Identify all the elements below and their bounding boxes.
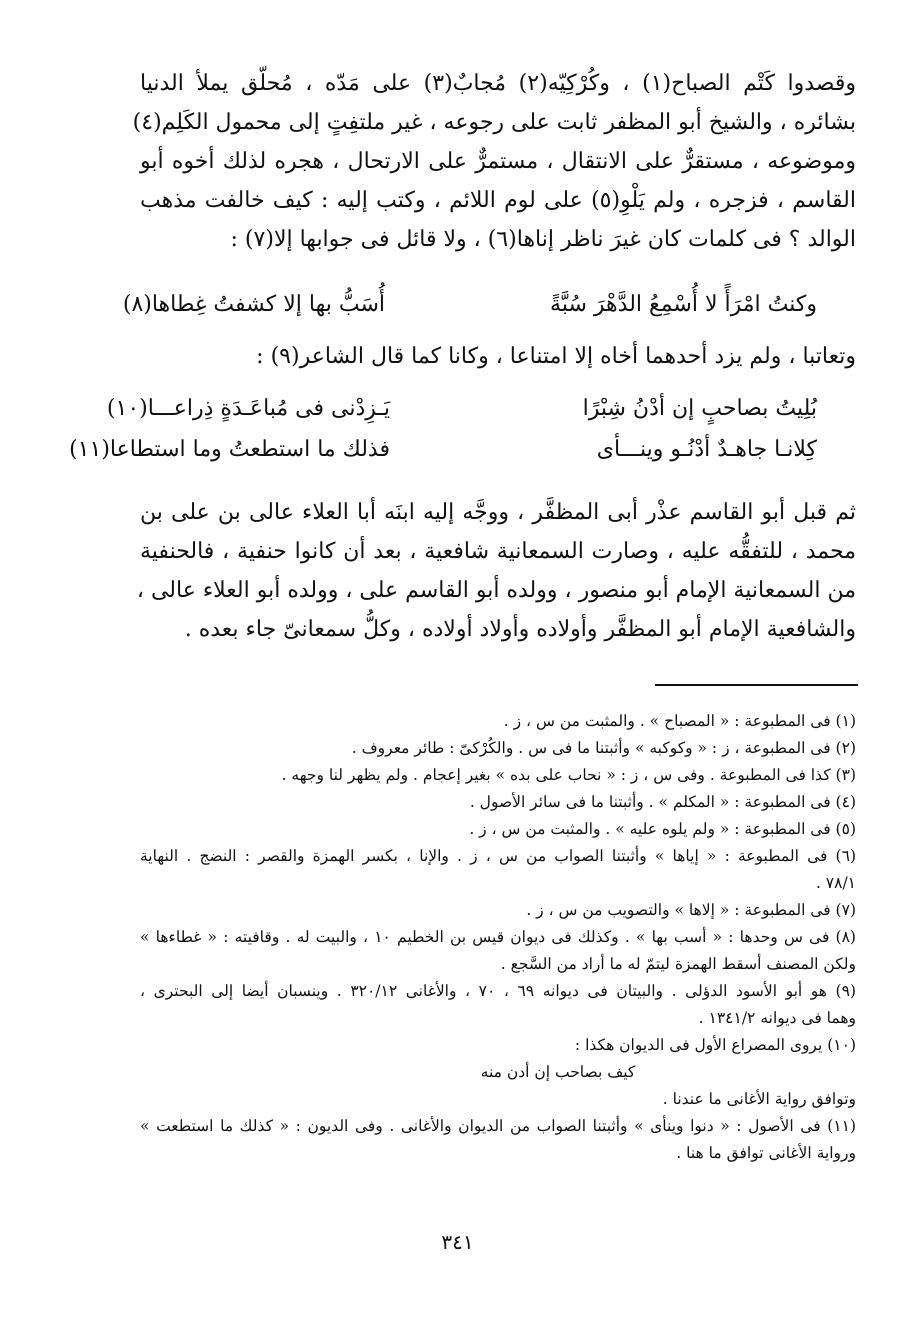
- footnote-11: (١١) فى الأصول : « دنوا وينأى » وأثبتنا الصواب من الديوان والأغانى . وفى الديون : « كذلك ما استطعت »: [140, 1117, 856, 1135]
- text-line: ثم قبل أبو القاسم عذْر أبى المظفَّر ، ووجَّه إليه ابنَه أبا العلاء عالى بن على بن: [140, 500, 856, 525]
- footnote-9: (٩) هو أبو الأسود الدؤلى . والبيتان فى ديوانه ٦٩ ، ٧٠ ، والأغانى ٣٢٠/١٢ . وينسبان أيضا إلى البحترى ،: [140, 982, 856, 1000]
- paragraph-3: [136, 493, 856, 649]
- text-line: والشافعية الإمام أبو المظفَّر وأولاده وأولاد أولاده ، وكلُّ سمعانىّ جاء بعده .: [184, 617, 856, 642]
- footnote-10: (١٠) يروى المصراع الأول فى الديوان هكذا :: [574, 1036, 856, 1054]
- main-text: [132, 64, 857, 259]
- footnote-6: (٦) فى المطبوعة : « إياها » وأثبتنا الصواب من س ، ز . والإنا ، بكسر الهمزة والقصر : النضج . النهاية: [140, 847, 856, 865]
- footnote-8-continued: ولكن المصنف أسقط الهمزة ليتمّ له ما أراد من السَّجع .: [500, 955, 856, 973]
- footnote-9-continued: وهما فى ديوانه ١٣٤١/٢ .: [698, 1009, 856, 1027]
- text-line: محمد ، للتفقُّه عليه ، وصارت السمعانية شافعية ، بعد أن كانوا حنفية ، فالحنفية: [140, 539, 856, 564]
- text-line: من السمعانية الإمام أبو منصور ، وولده أبو القاسم على ، وولده أبو العلاء عالى ،: [136, 578, 856, 603]
- footnote-divider: [655, 684, 858, 686]
- footnote-3: (٣) كذا فى المطبوعة . وفى س ، ز : « نحاب على بده » بغير إعجام . ولم يظهر لنا وجهه .: [281, 766, 856, 784]
- verse-2-second-hemistich: يَـزِدْنى فى مُباعَـدَةٍ ذِراعـــا(١٠): [106, 396, 390, 421]
- paragraph-2: وتعاتبا ، ولم يزد أحدهما أخاه إلا امتناعا ، وكانا كما قال الشاعر(٩) :: [256, 344, 856, 369]
- verse-3-first-hemistich: كِلانـا جاهـدٌ أدْنُـو وينـــأى: [596, 437, 817, 462]
- footnote-10-continued: وتوافق رواية الأغانى ما عندنا .: [662, 1090, 856, 1108]
- text-line: بشائره ، والشيخ أبو المظفر ثابت على رجوعه ، غير ملتفِتٍ إلى محمول الكَلِم(٤): [132, 110, 856, 135]
- footnote-5: (٥) فى المطبوعة : « ولم يلوه عليه » . والمثبت من س ، ز .: [469, 820, 856, 838]
- footnote-7: (٧) فى المطبوعة : « إلاها » والتصويب من س ، ز .: [526, 901, 856, 919]
- verse-1-first-hemistich: وكنتُ امْرَأً لا أُسْمِعُ الدَّهْرَ سُبَّةً: [550, 292, 817, 317]
- footnote-10-quoted-verse: كيف بصاحب إن أدن منه: [480, 1063, 636, 1081]
- page-number: ٣٤١: [441, 1230, 474, 1254]
- text-line: وموضوعه ، مستقرٌّ على الانتقال ، مستمرٌّ على الارتحال ، هجره لذلك أخوه أبو: [140, 149, 856, 174]
- footnote-8: (٨) فى س وحدها : « أسب بها » . وكذلك فى ديوان قيس بن الخطيم ١٠ ، والبيت له . وقافيته : « غطاءها »: [140, 928, 856, 946]
- footnotes: [140, 708, 856, 1167]
- text-line: وقصدوا كَتْم الصباح(١) ، وكُرْكِيّه(٢) مُجابٌ(٣) على مَدّه ، مُحلّق يملأ الدنيا: [140, 71, 857, 96]
- footnote-11-continued: ورواية الأغانى توافق ما هنا .: [676, 1144, 856, 1162]
- verse-1-second-hemistich: أُسَبُّ بها إلا كشفتُ غِطاها(٨): [122, 292, 385, 317]
- footnote-6-continued: ٧٨/١ .: [815, 874, 856, 892]
- text-line: القاسم ، فزجره ، ولم يَلْوِ(٥) على لوم اللائم ، وكتب إليه : كيف خالفت مذهب: [140, 188, 857, 213]
- verse-2-first-hemistich: بُلِيتُ بصاحبٍ إن أدْنُ شِبْرًا: [582, 396, 817, 421]
- footnote-2: (٢) فى المطبوعة ، ز : « وكوكبه » وأثبتنا ما فى س . والكُرْكىّ : طائر معروف .: [351, 739, 856, 757]
- footnote-1: (١) فى المطبوعة : « المصباح » . والمثبت من س ، ز .: [503, 712, 856, 730]
- footnote-4: (٤) فى المطبوعة : « المكلم » . وأثبتنا ما فى سائر الأصول .: [469, 793, 856, 811]
- text-line: الوالد ؟ فى كلمات كان غيرَ ناظر إناها(٦) ، ولا قائل فى جوابها إلا(٧) :: [230, 227, 856, 252]
- verse-3-second-hemistich: فذلك ما استطعتُ وما استطاعا(١١): [69, 437, 390, 462]
